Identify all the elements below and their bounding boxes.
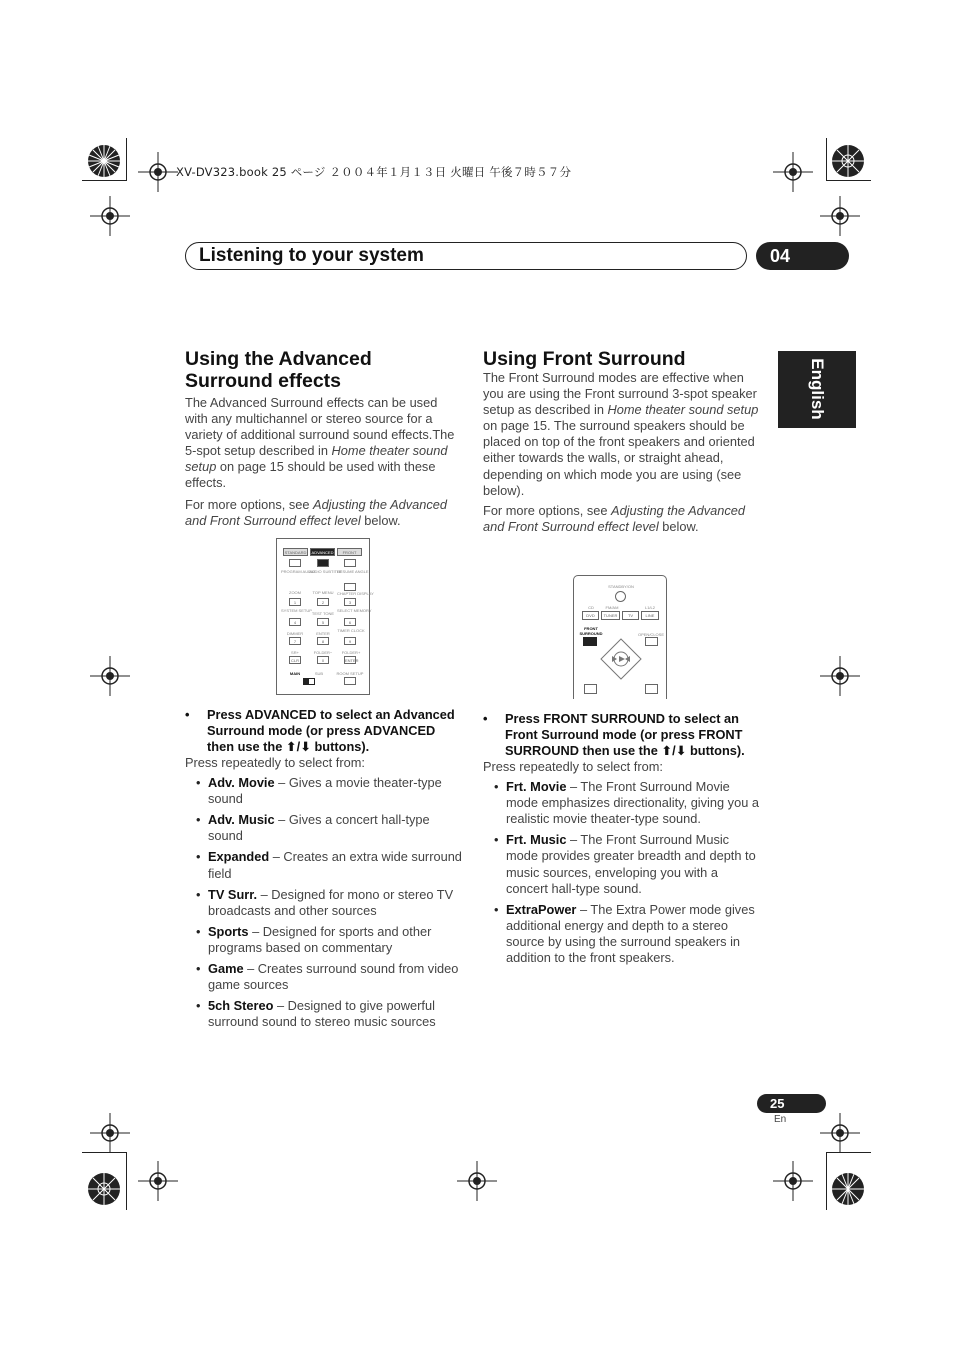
standby-label: STANDBY/ON xyxy=(608,584,634,589)
crop-line xyxy=(826,138,827,180)
key-7: 7 xyxy=(289,637,301,645)
print-info: XV-DV323.book 25 ページ ２００４年１月１３日 火曜日 午後７時５７分 xyxy=(176,165,572,179)
registration-mark-bottom-right xyxy=(830,1171,866,1207)
crosshair-mark xyxy=(138,1161,178,1201)
key-2: 2 xyxy=(317,598,329,606)
crosshair-mark xyxy=(457,1161,497,1201)
remote-button xyxy=(344,583,356,591)
list-item: • TV Surr. – Designed for mono or stereo TV broadcasts and other sources xyxy=(208,887,463,919)
chapter-header xyxy=(185,242,747,270)
left-column xyxy=(185,348,460,529)
language-tab xyxy=(778,351,856,428)
page-number: 25 xyxy=(757,1094,826,1113)
right-column xyxy=(483,348,759,535)
registration-mark-bottom-left xyxy=(86,1171,122,1207)
list-item: • Frt. Music – The Front Surround Music mode provides greater breadth and depth to music sources, enveloping you with a concert hall-type sound. xyxy=(506,832,761,896)
crop-line xyxy=(826,1152,871,1153)
remote-illustration-front-surround xyxy=(573,575,667,699)
remote-label: SYSTEM SETUP xyxy=(281,608,312,613)
crop-line xyxy=(826,180,871,181)
crosshair-mark xyxy=(138,152,178,192)
crosshair-mark xyxy=(90,196,130,236)
source-label: CD xyxy=(588,605,594,610)
front-surr-button: FRONT xyxy=(337,548,362,556)
left-instructions xyxy=(185,707,463,1035)
list-item: • Adv. Music – Gives a concert hall-type sound xyxy=(208,812,463,844)
key-0: 0 xyxy=(317,656,329,664)
registration-mark-top-right xyxy=(830,143,866,179)
power-icon xyxy=(615,591,626,602)
list-item: • Adv. Movie – Gives a movie theater-type sound xyxy=(208,775,463,807)
advanced-mode-list xyxy=(185,775,463,1030)
remote-button xyxy=(645,684,658,694)
right-instructions xyxy=(483,711,761,971)
remote-label: DIMMER xyxy=(286,631,304,636)
source-label: FM/AM xyxy=(605,605,619,610)
key-1: 1 xyxy=(289,598,301,606)
front-surround-button xyxy=(583,637,597,646)
remote-label: ROOM SETUP xyxy=(336,671,364,676)
list-item: • Expanded – Creates an extra wide surround field xyxy=(208,849,463,881)
language-label: English xyxy=(808,358,827,420)
list-item: • Game – Creates surround sound from video game sources xyxy=(208,961,463,993)
intro-paragraph: The Front Surround modes are effective when you are using the Front surround 3-spot speaker setup as described in Home theater sound setup on page 15. The surround speakers should be placed on top of the front speakers and oriented either towards the walls, or straight ahead, depending on which mode you are using (see below). xyxy=(483,370,759,498)
remote-label: TOP MENU xyxy=(312,590,334,595)
remote-label: FOLDER− xyxy=(313,650,333,655)
remote-label: CHAPTER DISPLAY xyxy=(337,591,374,596)
crosshair-mark xyxy=(820,656,860,696)
remote-label: TIMER CLOCK xyxy=(337,628,365,633)
remote-label: ZOOM xyxy=(289,590,301,595)
remote-label: RESUME ANGLE xyxy=(337,569,369,574)
remote-label: SUB xyxy=(314,671,324,676)
instruction-step: • Press FRONT SURROUND to select an Front Surround mode (or press FRONT SURROUND then use the ⬆/⬇ buttons). xyxy=(483,711,745,758)
standard-button: STANDARD xyxy=(284,550,307,555)
page-language: En xyxy=(774,1114,787,1125)
list-item: • ExtraPower – The Extra Power mode gives additional energy and depth to a stereo source by using the surround speakers in addition to the front speakers. xyxy=(506,902,761,966)
key-4: 4 xyxy=(289,618,301,626)
remote-button xyxy=(344,559,356,567)
crop-line xyxy=(82,180,127,181)
remote-label: ENTER xyxy=(316,631,330,636)
chapter-title: Listening to your system xyxy=(199,245,424,266)
remote-label: MAIN xyxy=(289,671,301,676)
crosshair-mark xyxy=(820,1113,860,1153)
crosshair-mark xyxy=(773,1161,813,1201)
crop-line xyxy=(82,1152,127,1153)
crop-line xyxy=(126,1152,127,1210)
remote-label: SR+ xyxy=(291,650,299,655)
more-options-paragraph: For more options, see Adjusting the Advanced and Front Surround effect level below. xyxy=(185,496,448,528)
key-6: 6 xyxy=(344,618,356,626)
source-label: L1/L2 xyxy=(644,605,655,610)
key-3: 3 xyxy=(344,598,356,606)
bullet-icon: • xyxy=(185,707,190,722)
key-5: 5 xyxy=(317,618,329,626)
key-enter: ENTER xyxy=(345,658,359,663)
front-surround-label: FRONT SURROUND xyxy=(579,626,603,636)
open-close-label: OPEN/CLOSE xyxy=(637,632,664,637)
instruction-step: • Press ADVANCED to select an Advanced Surround mode (or press ADVANCED then use the ⬆/⬇ buttons). xyxy=(185,707,455,754)
remote-button xyxy=(344,677,356,685)
repeat-text: Press repeatedly to select from: xyxy=(185,755,365,770)
intro-paragraph: The Advanced Surround effects can be used with any multichannel or stereo source for a variety of additional surround sound effects.The 5-spot setup described in Home theater sound setup on page 15 should be used with these effects. xyxy=(185,395,455,491)
dvd-button: DVD xyxy=(582,611,599,620)
crosshair-mark xyxy=(90,1113,130,1153)
crop-line xyxy=(126,138,127,180)
remote-label: AUDIO SUBTITLE xyxy=(309,569,342,574)
crosshair-mark xyxy=(773,152,813,192)
section-heading: Using the Advanced Surround effects xyxy=(185,348,372,392)
front-mode-list xyxy=(483,779,761,966)
more-options-paragraph: For more options, see Adjusting the Advanced and Front Surround effect level below. xyxy=(483,502,746,534)
key-8: 8 xyxy=(317,637,329,645)
registration-mark-top-left xyxy=(86,143,122,179)
list-item: • 5ch Stereo – Designed to give powerful surround sound to stereo music sources xyxy=(208,998,463,1030)
list-item: • Frt. Movie – The Front Surround Movie mode emphasizes directionality, giving you a realistic movie theater-type sound. xyxy=(506,779,761,827)
tuner-button: TUNER xyxy=(601,611,620,620)
line-button: LINE xyxy=(641,611,659,620)
crosshair-mark xyxy=(820,196,860,236)
remote-button xyxy=(289,559,301,567)
remote-label: TEST TONE xyxy=(311,611,335,616)
bullet-icon: • xyxy=(483,711,488,726)
remote-button xyxy=(645,637,658,646)
section-heading: Using Front Surround xyxy=(483,348,686,370)
crop-line xyxy=(826,1152,827,1210)
dpad xyxy=(600,638,642,680)
list-item: • Sports – Designed for sports and other programs based on commentary xyxy=(208,924,463,956)
repeat-text: Press repeatedly to select from: xyxy=(483,759,663,774)
advanced-button: ADVANCED xyxy=(311,550,334,555)
tv-button: TV xyxy=(622,611,639,620)
main-sub-switch xyxy=(303,678,315,685)
remote-label: SELECT MEMORY xyxy=(337,608,372,613)
key-clr: CLR xyxy=(290,658,299,663)
key-9: 9 xyxy=(344,637,356,645)
chapter-number: 04 xyxy=(756,242,849,270)
remote-label: FOLDER+ xyxy=(341,650,361,655)
remote-button xyxy=(317,559,329,567)
crosshair-mark xyxy=(90,656,130,696)
remote-button xyxy=(584,684,597,694)
remote-illustration-advanced xyxy=(276,538,374,695)
remote-label: PROGRAM AUDIO xyxy=(281,569,316,574)
